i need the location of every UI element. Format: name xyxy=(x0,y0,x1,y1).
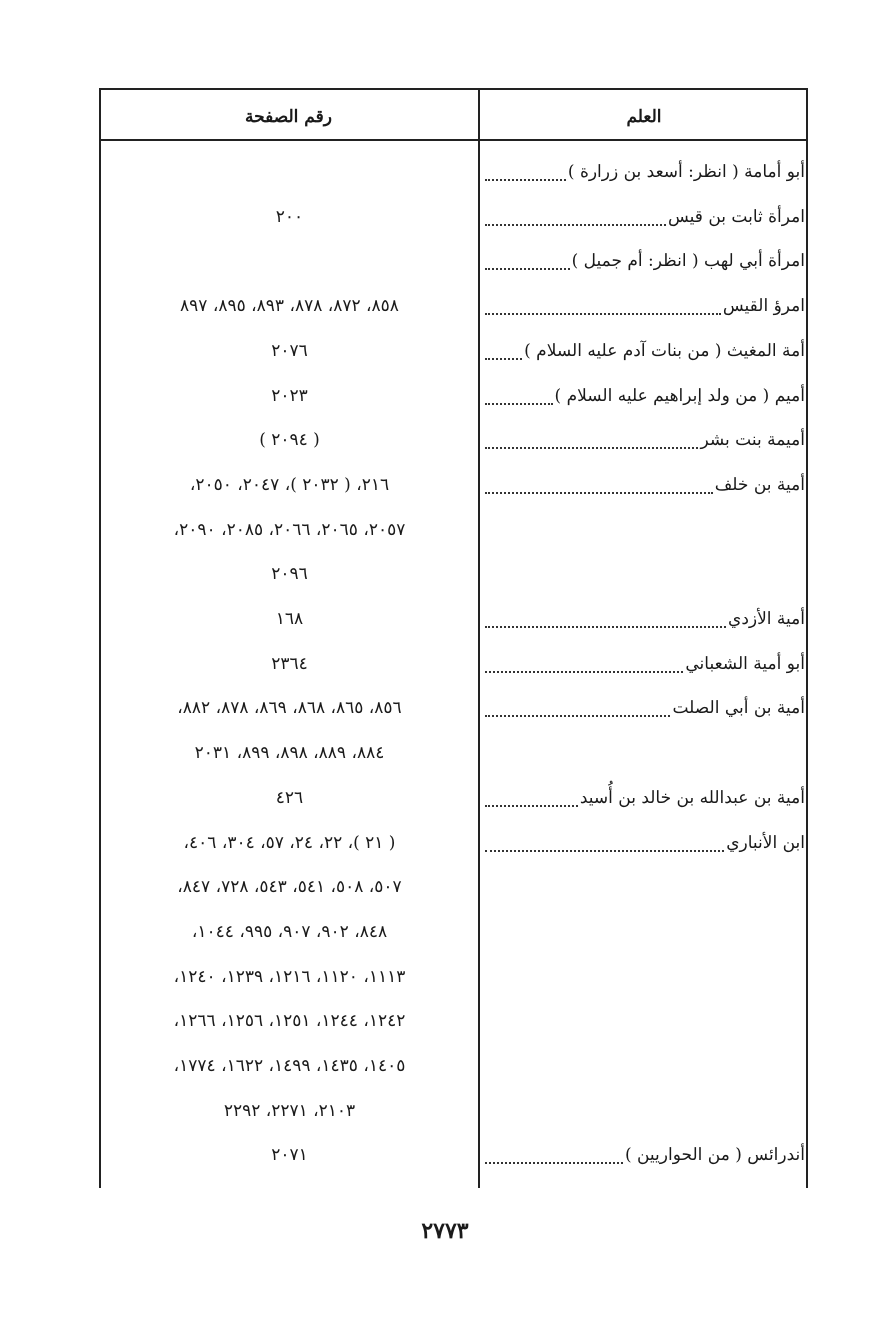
index-row xyxy=(101,1044,806,1088)
entry-name-cell xyxy=(483,329,805,373)
entry-pages: ٢١٠٣، ٢٢٧١، ٢٢٩٢ xyxy=(223,1100,356,1121)
leader-dots xyxy=(485,358,522,360)
entry-pages: ٢٠٧٦ xyxy=(271,340,308,361)
index-row xyxy=(101,552,806,596)
entry-pages: ( ٢٠٩٤ ) xyxy=(259,430,320,451)
entry-pages: ( ٢١ )، ٢٢، ٢٤، ٥٧، ٣٠٤، ٤٠٦، xyxy=(183,832,396,853)
entry-name-cell xyxy=(483,195,805,239)
index-row xyxy=(101,910,806,954)
index-row xyxy=(101,686,806,730)
entry-name: امرأة أبي لهب ( انظر: أم جميل ) xyxy=(571,251,805,272)
entry-name: أميم ( من ولد إبراهيم عليه السلام ) xyxy=(554,385,805,406)
index-row xyxy=(101,955,806,999)
index-row xyxy=(101,329,806,373)
entry-name-cell xyxy=(483,597,805,641)
leader-dots xyxy=(485,1162,623,1164)
entry-name: أميمة بنت بشر xyxy=(700,430,805,451)
entry-name: امرأة ثابت بن قيس xyxy=(668,206,805,227)
index-row xyxy=(101,776,806,820)
entry-name-cell xyxy=(483,821,805,865)
entry-name-cell xyxy=(483,552,805,596)
index-row xyxy=(101,731,806,775)
entry-name: أمية الأزدي xyxy=(728,609,805,629)
page-number: ٢٧٧٣ xyxy=(421,1218,469,1244)
entry-name-cell xyxy=(483,239,805,283)
entry-pages: ١٤٠٥، ١٤٣٥، ١٤٩٩، ١٦٢٢، ١٧٧٤، xyxy=(173,1056,406,1076)
entry-pages: ٨٥٦، ٨٦٥، ٨٦٨، ٨٦٩، ٨٧٨، ٨٨٢، xyxy=(177,698,402,719)
entry-pages: ١١١٣، ١١٢٠، ١٢١٦، ١٢٣٩، ١٢٤٠، xyxy=(173,966,406,987)
entry-pages: ١٢٤٢، ١٢٤٤، ١٢٥١، ١٢٥٦، ١٢٦٦، xyxy=(173,1011,406,1032)
entry-pages: ٥٠٧، ٥٠٨، ٥٤١، ٥٤٣، ٧٢٨، ٨٤٧، xyxy=(177,877,402,898)
leader-dots xyxy=(485,268,570,270)
leader-dots xyxy=(485,626,726,628)
entry-pages: ٢٠٩٦ xyxy=(271,564,308,585)
leader-dots xyxy=(485,671,683,673)
entry-pages: ٢٠٠ xyxy=(275,206,304,227)
index-row xyxy=(101,284,806,328)
entry-pages: ٢٠٧١ xyxy=(271,1145,308,1166)
index-row xyxy=(101,642,806,686)
entry-name-cell xyxy=(483,1089,805,1133)
index-row xyxy=(101,463,806,507)
entry-name-cell xyxy=(483,1044,805,1088)
index-row xyxy=(101,508,806,552)
entry-pages: ٨٨٤، ٨٨٩، ٨٩٨، ٨٩٩، ٢٠٣١ xyxy=(194,743,385,764)
entry-name: ابن الأنباري xyxy=(726,832,805,853)
leader-dots xyxy=(485,850,724,852)
index-row xyxy=(101,1133,806,1177)
name-column-header: العلم xyxy=(626,107,662,127)
entry-name-cell xyxy=(483,776,805,820)
index-row xyxy=(101,999,806,1043)
entry-name: أمية بن أبي الصلت xyxy=(672,698,805,719)
entry-pages: ٢٠٢٣ xyxy=(271,385,308,406)
entry-pages: ١٦٨ xyxy=(275,609,304,629)
entry-name-cell xyxy=(483,1133,805,1177)
entry-name: أمية بن خلف xyxy=(714,474,805,495)
entry-name-cell xyxy=(483,910,805,954)
index-row xyxy=(101,239,806,283)
leader-dots xyxy=(485,492,713,494)
leader-dots xyxy=(485,805,578,807)
leader-dots xyxy=(485,403,553,405)
entry-name: امرؤ القيس xyxy=(722,296,805,317)
entry-name-cell xyxy=(483,150,805,194)
index-row xyxy=(101,821,806,865)
entry-name-cell xyxy=(483,731,805,775)
entry-name-cell xyxy=(483,642,805,686)
leader-dots xyxy=(485,447,698,449)
index-row xyxy=(101,597,806,641)
entry-name: أندرائس ( من الحواريين ) xyxy=(624,1145,805,1166)
index-row xyxy=(101,374,806,418)
entry-name-cell xyxy=(483,999,805,1043)
entry-pages: ٢٠٥٧، ٢٠٦٥، ٢٠٦٦، ٢٠٨٥، ٢٠٩٠، xyxy=(173,519,406,540)
entry-name-cell xyxy=(483,865,805,909)
entry-name: أبو أمامة ( انظر: أسعد بن زرارة ) xyxy=(567,162,805,182)
entry-name: أمية بن عبدالله بن خالد بن أُسيد xyxy=(579,787,805,808)
entry-name: أمة المغيث ( من بنات آدم عليه السلام ) xyxy=(524,340,805,361)
leader-dots xyxy=(485,179,566,181)
index-row xyxy=(101,195,806,239)
entry-pages xyxy=(101,239,478,283)
entry-name-cell xyxy=(483,284,805,328)
entry-name-cell xyxy=(483,463,805,507)
entry-name-cell xyxy=(483,418,805,462)
entry-pages: ٢٣٦٤ xyxy=(271,653,308,674)
leader-dots xyxy=(485,715,670,717)
entry-pages: ٢١٦، ( ٢٠٣٢ )، ٢٠٤٧، ٢٠٥٠، xyxy=(189,474,390,495)
entry-pages: ٨٤٨، ٩٠٢، ٩٠٧، ٩٩٥، ١٠٤٤، xyxy=(191,921,388,942)
header-divider xyxy=(99,139,808,141)
entry-name-cell xyxy=(483,374,805,418)
index-row xyxy=(101,865,806,909)
entry-name-cell xyxy=(483,955,805,999)
entry-pages xyxy=(101,150,478,194)
leader-dots xyxy=(485,313,721,315)
entry-name: أبو أمية الشعباني xyxy=(685,653,805,674)
leader-dots xyxy=(485,224,666,226)
index-row xyxy=(101,418,806,462)
entry-pages: ٤٢٦ xyxy=(275,787,304,808)
entry-pages: ٨٥٨، ٨٧٢، ٨٧٨، ٨٩٣، ٨٩٥، ٨٩٧ xyxy=(180,296,399,317)
entry-name-cell xyxy=(483,508,805,552)
index-row xyxy=(101,1089,806,1133)
entry-name-cell xyxy=(483,686,805,730)
index-row xyxy=(101,150,806,194)
pages-column-header: رقم الصفحة xyxy=(245,107,332,127)
